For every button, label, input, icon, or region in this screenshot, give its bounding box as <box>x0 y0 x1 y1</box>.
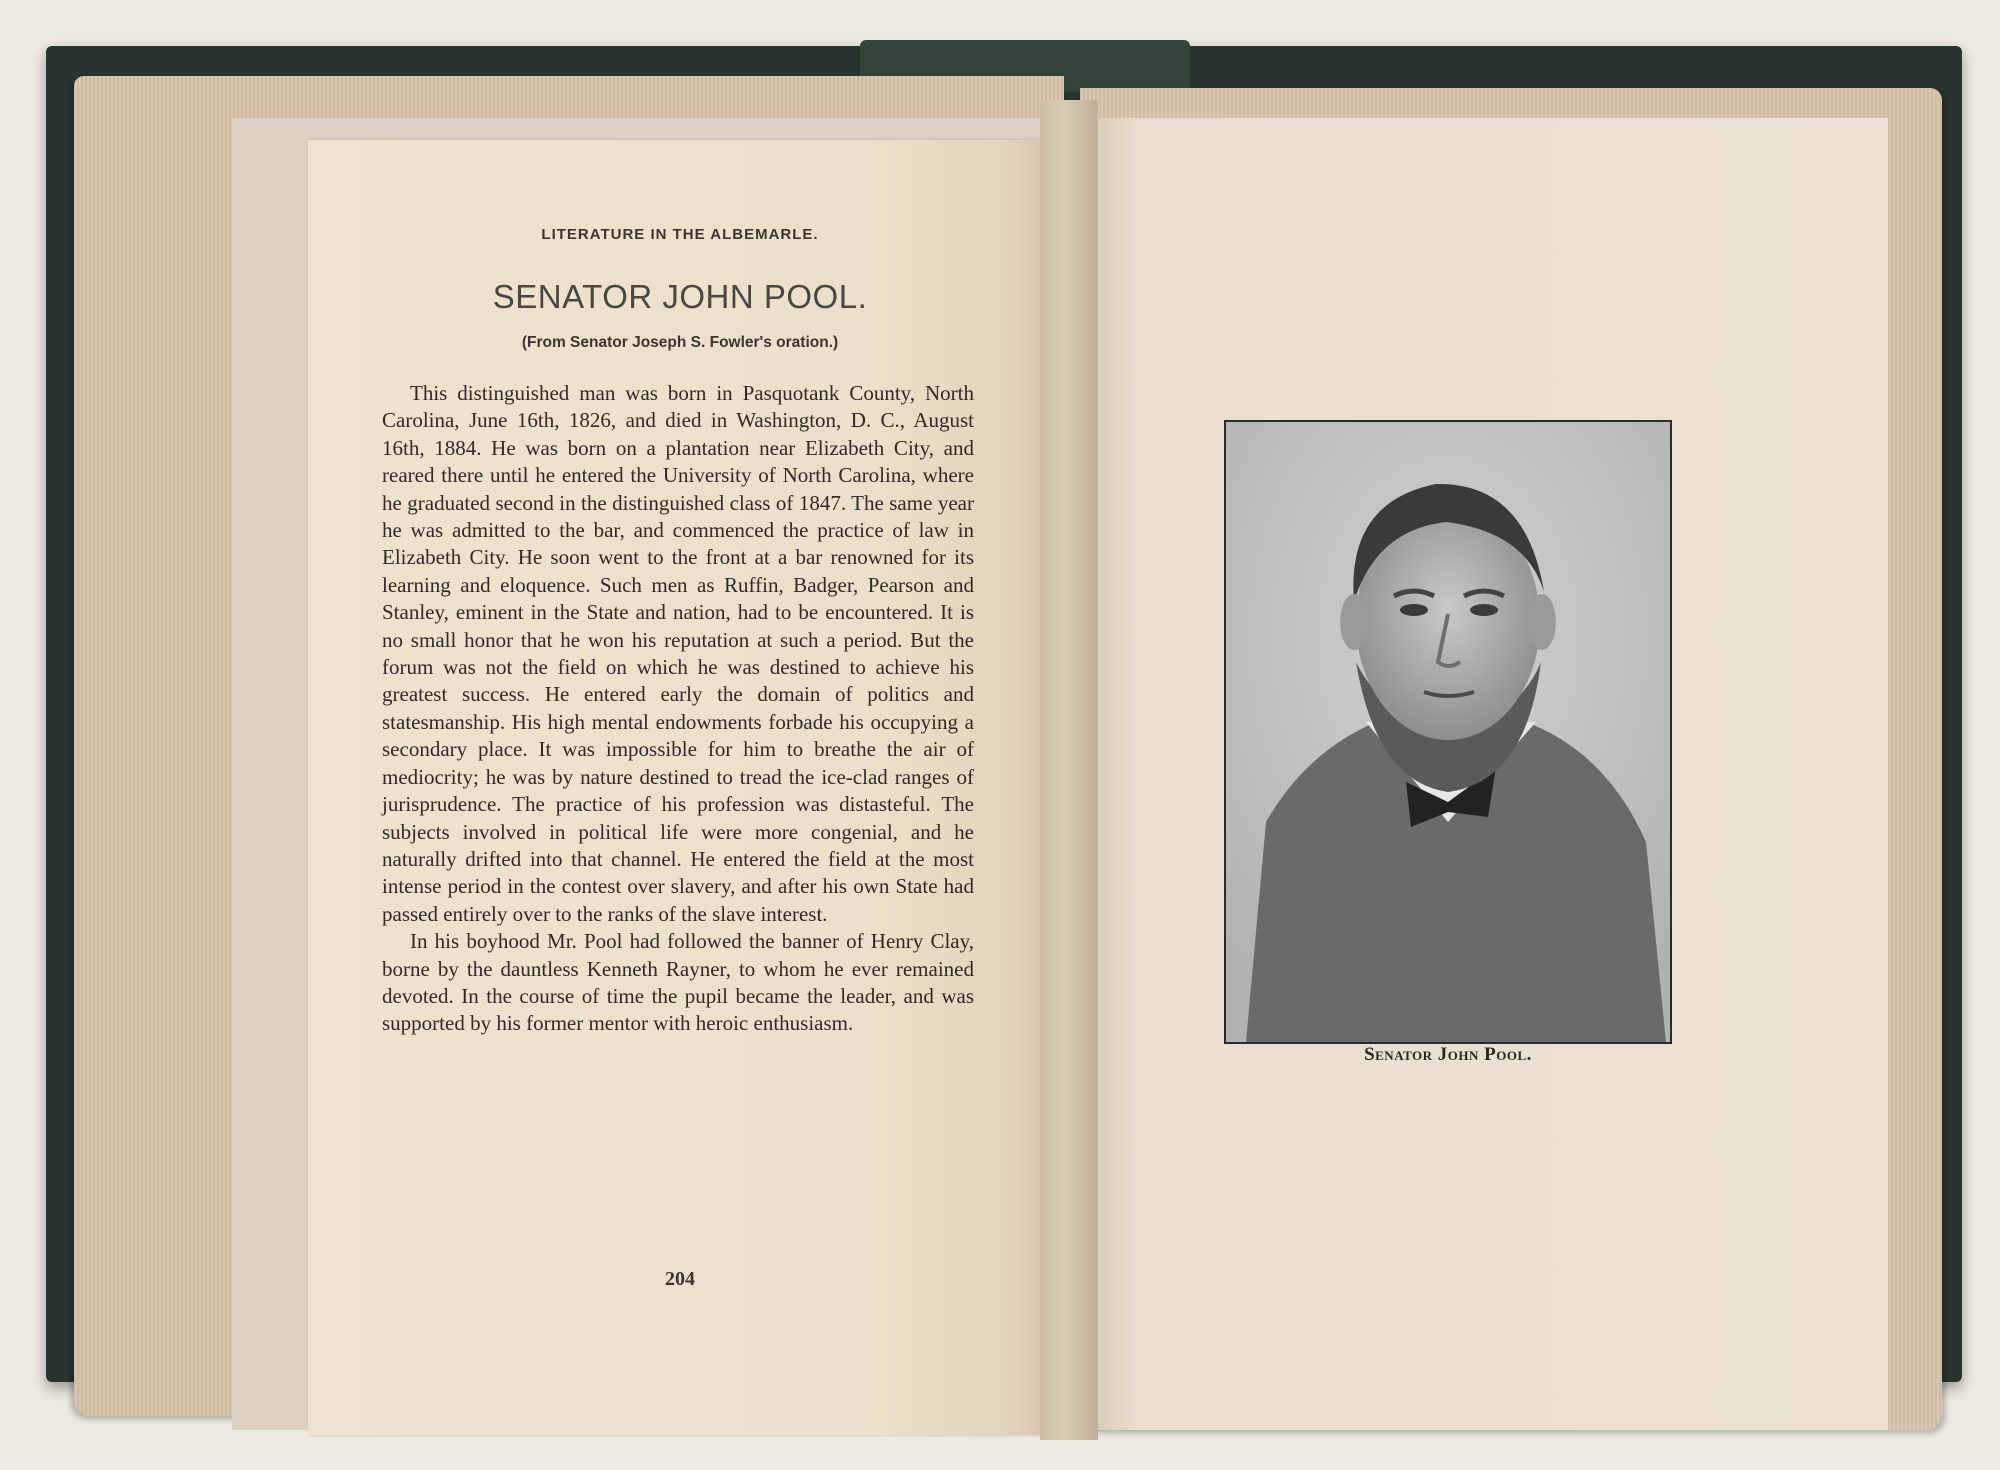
paragraph-2: In his boyhood Mr. Pool had followed the banner of Henry Clay, borne by the dauntless Kenneth Rayner, to whom he ever remained devoted. In the course of time the pupil became the leader, and was supported by his former mentor with heroic enthusiasm. <box>382 929 974 1036</box>
page-number: 204 <box>665 1268 695 1290</box>
article-body <box>382 380 974 1038</box>
portrait-icon <box>1226 422 1670 1042</box>
paragraph-1: This distinguished man was born in Pasquotank County, North Carolina, June 16th, 1826, and died in Washington, D. C., August 16th, 1884. He was born on a plantation near Elizabeth City, and reared there until he entered the University of North Carolina, where he graduated second in the distinguished class of 1847. The same year he was admitted to the bar, and commenced the practice of law in Elizabeth City. He soon went to the front at a bar renowned for its learning and eloquence. Such men as Ruffin, Badger, Pearson and Stanley, eminent in the State and nation, had to be encountered. It is no small honor that he won his reputation at such a period. But the forum was not the field on which he was destined to achieve his greatest success. He entered early the domain of politics and statesmanship. His high mental endowments forbade his occupying a secondary place. It was impossible for him to breathe the air of mediocrity; he was by nature destined to tread the ice-clad ranges of jurisprudence. The practice of his profession was distasteful. The subjects involved in political life were more congenial, and he naturally drifted into that channel. He entered the field at the most intense period in the contest over slavery, and after his own State had passed entirely over to the ranks of the slave interest. <box>382 381 974 926</box>
article-subtitle: (From Senator Joseph S. Fowler's oration.) <box>521 334 839 351</box>
portrait-caption: Senator John Pool. <box>1364 1044 1532 1065</box>
book-gutter <box>1040 100 1098 1440</box>
portrait-photo <box>1224 420 1672 1044</box>
running-head: LITERATURE IN THE ALBEMARLE. <box>541 226 819 243</box>
article-title: SENATOR JOHN POOL. <box>492 278 868 315</box>
